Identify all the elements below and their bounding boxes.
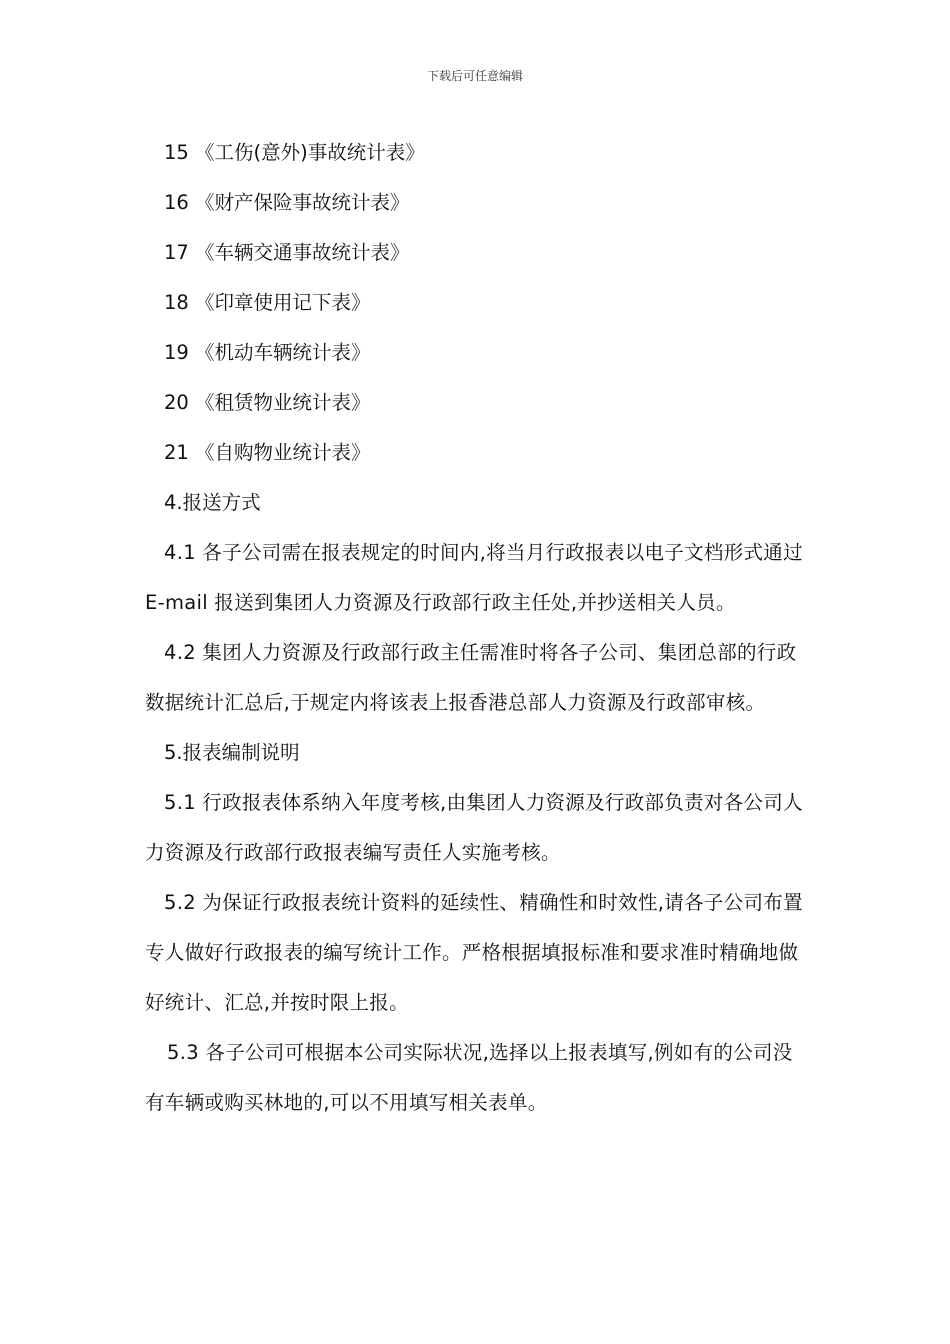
section-5-title: 5.报表编制说明 <box>164 741 300 764</box>
section-4-title: 4.报送方式 <box>164 491 261 514</box>
list-item: 16 《财产保险事故统计表》 <box>164 191 410 214</box>
paragraph-5-2: 5.2 为保证行政报表统计资料的延续性、精确性和时效性,请各子公司布置专人做好行政报表的编写统计工作。严格根据填报标准和要求准时精确地做好统计、汇总,并按时限上报。 <box>145 891 803 1014</box>
list-item: 19 《机动车辆统计表》 <box>164 341 371 364</box>
paragraph-5-1: 5.1 行政报表体系纳入年度考核,由集团人力资源及行政部负责对各公司人力资源及行政部行政报表编写责任人实施考核。 <box>145 791 803 864</box>
list-item: 20 《租赁物业统计表》 <box>164 391 371 414</box>
list-item: 15 《工伤(意外)事故统计表》 <box>164 141 425 164</box>
paragraph-4-2: 4.2 集团人力资源及行政部行政主任需准时将各子公司、集团总部的行政数据统计汇总后,于规定内将该表上报香港总部人力资源及行政部审核。 <box>145 641 797 714</box>
list-item: 18 《印章使用记下表》 <box>164 291 371 314</box>
document-body <box>145 128 810 1128</box>
list-item: 17 《车辆交通事故统计表》 <box>164 241 410 264</box>
page-header: 下载后可任意编辑 <box>426 69 523 83</box>
paragraph-5-3: 5.3 各子公司可根据本公司实际状况,选择以上报表填写,例如有的公司没有车辆或购买林地的,可以不用填写相关表单。 <box>145 1041 793 1114</box>
paragraph-4-1: 4.1 各子公司需在报表规定的时间内,将当月行政报表以电子文档形式通过 E-mail 报送到集团人力资源及行政部行政主任处,并抄送相关人员。 <box>145 541 803 614</box>
list-item: 21 《自购物业统计表》 <box>164 441 371 464</box>
